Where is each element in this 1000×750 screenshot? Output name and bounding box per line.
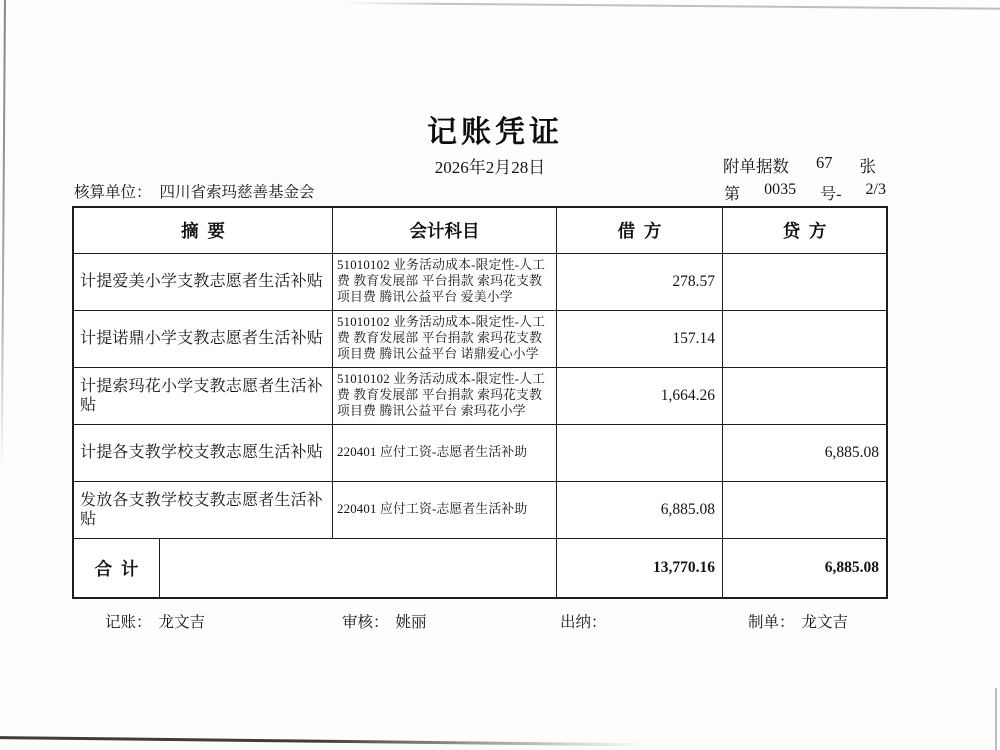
scan-edge-left-line — [1, 0, 6, 470]
bookkeeper-name: 龙文吉 — [158, 614, 206, 631]
total-label: 合 计 — [74, 539, 160, 597]
voucher-number-suffix: 号- — [820, 186, 842, 203]
table-row — [74, 254, 886, 311]
credit-cell — [723, 368, 886, 424]
attachment-label: 附单据数 — [723, 157, 789, 176]
summary-cell: 发放各支教学校支教志愿者生活补贴 — [74, 482, 333, 538]
column-header-account: 会计科目 — [333, 208, 557, 253]
account-cell: 220401 应付工资-志愿者生活补助 — [333, 482, 557, 538]
credit-cell — [723, 482, 886, 538]
summary-cell: 计提爱美小学支教志愿者生活补贴 — [74, 254, 333, 310]
bookkeeper-label: 记账： — [105, 614, 152, 631]
reviewer-signature — [342, 610, 427, 632]
accounting-unit-row — [74, 180, 315, 202]
attachment-count-row — [723, 153, 876, 177]
table-row — [74, 425, 886, 482]
preparer-signature — [748, 610, 848, 632]
scan-edge-bottom-line — [0, 736, 644, 746]
voucher-table — [72, 206, 888, 599]
voucher-number-value: 0035 — [764, 181, 797, 198]
scan-edge-right-line — [995, 688, 997, 750]
total-debit-cell: 13,770.16 — [557, 539, 723, 597]
debit-cell: 1,664.26 — [557, 368, 723, 424]
debit-cell: 157.14 — [557, 311, 723, 367]
total-spacer-cell — [160, 539, 557, 597]
summary-cell: 计提索玛花小学支教志愿者生活补贴 — [74, 368, 333, 424]
debit-cell — [557, 425, 723, 481]
credit-cell — [723, 311, 886, 367]
account-cell: 51010102 业务活动成本-限定性-人工费 教育发展部 平台捐款 索玛花支教项目费 腾讯公益平台 爱美小学 — [333, 254, 557, 310]
column-header-credit: 贷 方 — [782, 221, 827, 241]
table-row — [74, 311, 886, 368]
credit-cell: 6,885.08 — [824, 444, 879, 461]
accounting-unit-name: 四川省索玛慈善基金会 — [159, 184, 315, 201]
cashier-label: 出纳： — [560, 614, 607, 631]
credit-cell — [723, 254, 886, 310]
table-row — [74, 368, 886, 425]
scan-edge-top-line — [345, 2, 1000, 10]
total-row — [74, 539, 886, 597]
reviewer-name: 姚丽 — [395, 614, 427, 631]
column-header-debit: 借 方 — [557, 208, 723, 253]
voucher-date: 2026年2月28日 — [434, 158, 546, 177]
voucher-number-prefix: 第 — [724, 186, 741, 203]
total-credit-cell: 6,885.08 — [824, 559, 879, 576]
voucher-number-row — [724, 181, 886, 204]
reviewer-label: 审核： — [342, 614, 389, 631]
account-cell: 51010102 业务活动成本-限定性-人工费 教育发展部 平台捐款 索玛花支教项目费 腾讯公益平台 诺鼎爱心小学 — [333, 311, 557, 367]
summary-cell: 计提诺鼎小学支教志愿者生活补贴 — [74, 311, 333, 367]
debit-cell: 278.57 — [557, 254, 723, 310]
attachment-unit: 张 — [859, 157, 876, 176]
debit-cell: 6,885.08 — [557, 482, 723, 538]
table-row — [74, 482, 886, 539]
attachment-count-value: 67 — [816, 153, 833, 172]
bookkeeper-signature — [105, 610, 205, 632]
table-header-row — [74, 208, 886, 254]
voucher-title: 记账凭证 — [427, 116, 563, 149]
account-cell: 51010102 业务活动成本-限定性-人工费 教育发展部 平台捐款 索玛花支教项目费 腾讯公益平台 索玛花小学 — [333, 368, 557, 424]
summary-cell: 计提各支教学校支教志愿生活补贴 — [74, 425, 333, 481]
preparer-name: 龙文吉 — [801, 614, 849, 631]
account-cell: 220401 应付工资-志愿者生活补助 — [333, 425, 557, 481]
accounting-unit-label: 核算单位： — [74, 184, 152, 201]
cashier-signature — [560, 610, 614, 632]
preparer-label: 制单： — [748, 614, 795, 631]
column-header-summary: 摘 要 — [74, 208, 333, 253]
page-indicator: 2/3 — [865, 181, 886, 198]
